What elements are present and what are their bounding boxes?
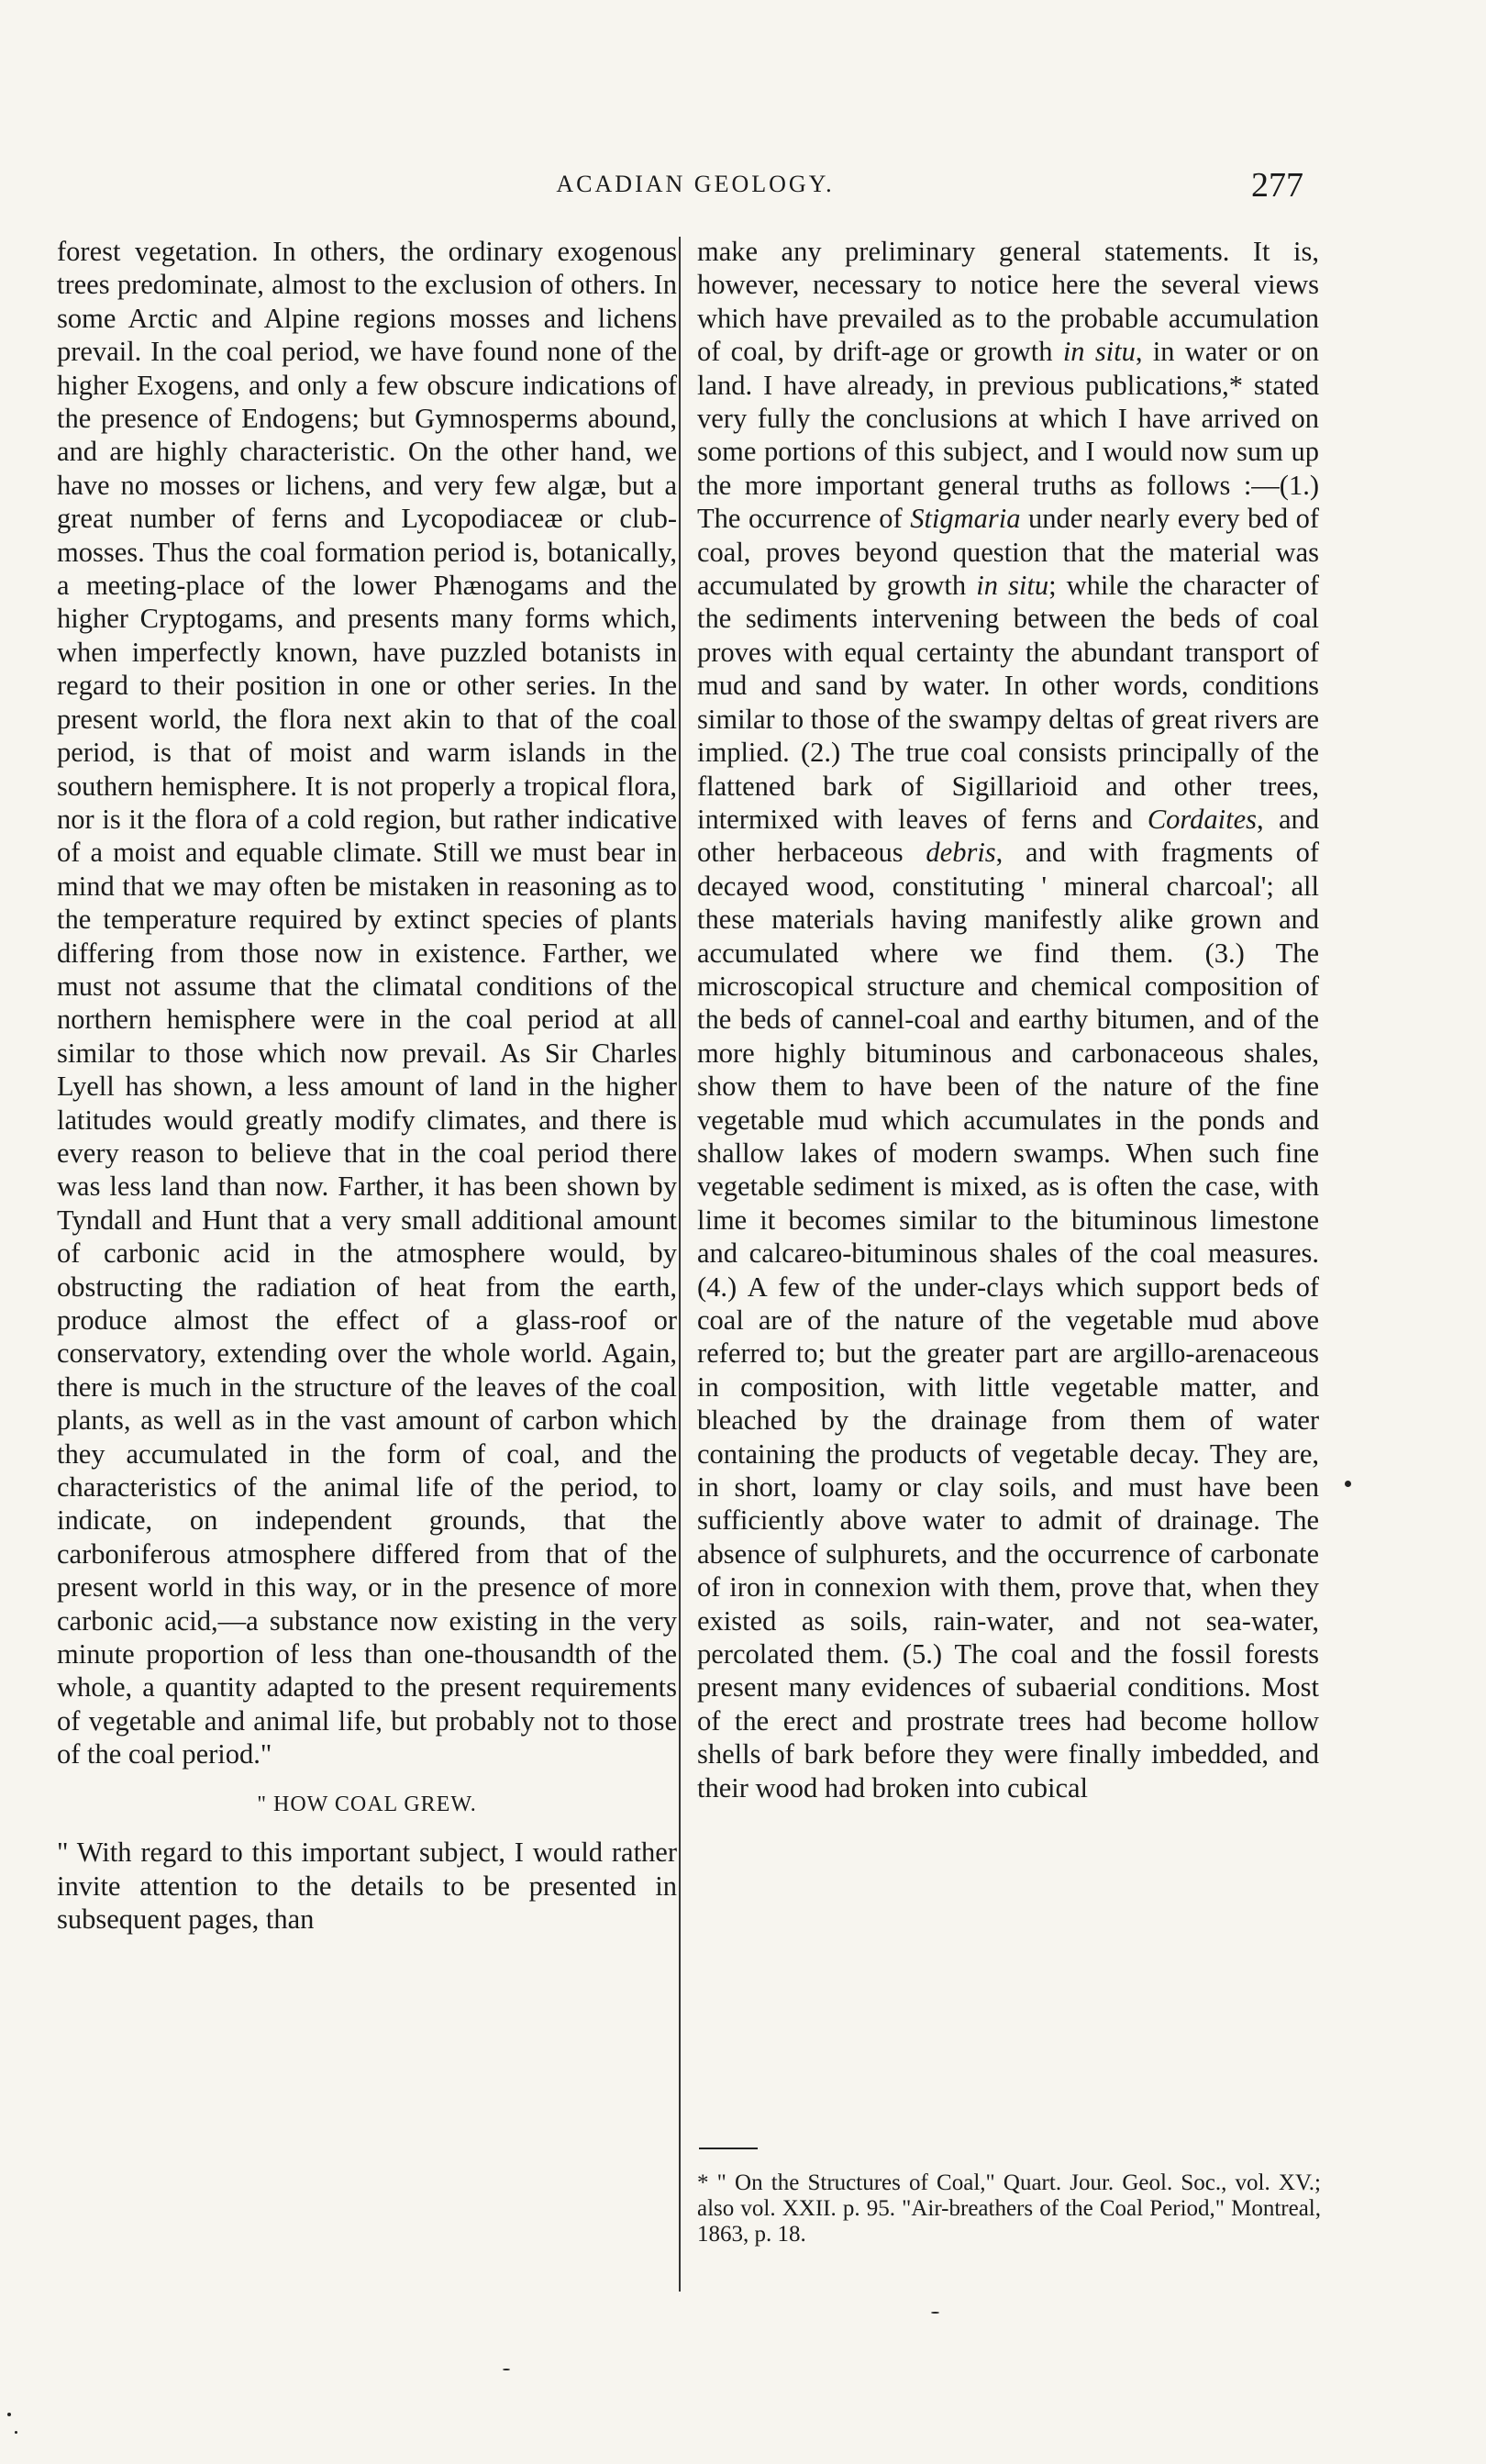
text-segment: , in water or on land. I have already, in previous publications,* stated very fully the conclusions at which I have arrived on some portions of this subject, and I would now sum up the more important general truths as follows :—(1.) The occurrence of	[697, 336, 1319, 535]
text-segment: ; while the character of the sediments intervening between the beds of coal proves with equal certainty the abundant transport of mud and sand by water. In other words, conditions similar to those of the swampy deltas of great rivers are implied. (2.) The true coal consists principally of the flattened bark of Sigillarioid and other trees, intermixed with leaves of ferns and	[697, 570, 1319, 835]
italic-term: in situ	[1062, 336, 1136, 368]
ink-speck	[1345, 1481, 1351, 1487]
right-column	[697, 235, 1319, 1804]
running-head: ACADIAN GEOLOGY.	[556, 171, 835, 197]
ink-speck	[15, 2431, 17, 2434]
text-segment: , and other herbaceous	[697, 803, 1319, 869]
ink-speck	[931, 2312, 939, 2314]
left-column	[57, 235, 677, 1936]
page-number: 277	[1251, 166, 1303, 205]
page-header	[0, 166, 1486, 207]
text-segment: make any preliminary general statements. It is, however, necessary to notice here the several views which have prevailed as to the probable accumulation of coal, by drift-age or growth	[697, 236, 1319, 368]
footnote-rule	[699, 2148, 758, 2149]
italic-term: Cordaites	[1147, 803, 1258, 835]
italic-term: debris	[926, 837, 996, 869]
ink-speck	[7, 2413, 11, 2416]
left-paragraph-1: forest vegetation. In others, the ordinary exogenous trees predominate, almost to the exclusion of others. In some Arctic and Alpine regions mosses and lichens prevail. In the coal period, we have found none of the higher Exogens, and only a few obscure indications of the presence of Endogens; but Gymnosperms abound, and are highly characteristic. On the other hand, we have no mosses or lichens, and very few algæ, but a great number of ferns and Lycopodiaceæ or club-mosses. Thus the coal formation period is, botanically, a meeting-place of the lower Phænogams and the higher Cryptogams, and presents many forms which, when imperfectly known, have puzzled botanists in regard to their position in one or other series. In the present world, the flora next akin to that of the coal period, is that of moist and warm islands in the southern hemisphere. It is not properly a tropical flora, nor is it the flora of a cold region, but rather indicative of a moist and equable climate. Still we must bear in mind that we may often be mistaken in reasoning as to the temperature required by extinct species of plants differing from those now in existence. Farther, we must not assume that the climatal conditions of the northern hemisphere were in the coal period at all similar to those which now prevail. As Sir Charles Lyell has shown, a less amount of land in the higher latitudes would greatly modify climates, and there is every reason to believe that in the coal period there was less land than now. Farther, it has been shown by Tyndall and Hunt that a very small additional amount of carbonic acid in the atmosphere would, by obstructing the radiation of heat from the earth, produce almost the effect of a glass-roof or conservatory, extending over the whole world. Again, there is much in the structure of the leaves of the coal plants, as well as in the vast amount of carbon which they accumulated in the form of coal, and the characteristics of the animal life of the period, to indicate, on independent grounds, that the carboniferous atmosphere differed from that of the present world in this way, or in the presence of more carbonic acid,—a substance now existing in the very minute proportion of less than one-thousandth of the whole, a quantity adapted to the present requirements of vegetable and animal life, but probably not to those of the coal period."	[57, 236, 677, 1770]
italic-term: in situ	[976, 570, 1049, 602]
right-paragraph-1	[697, 235, 1319, 1804]
ink-speck	[503, 2369, 510, 2370]
italic-term: Stigmaria	[910, 503, 1021, 535]
section-heading: " HOW COAL GREW.	[257, 1792, 477, 1816]
left-paragraph-2: " With regard to this important subject, I would rather invite attention to the details to be presented in subsequent pages, than	[57, 1837, 677, 1935]
text-segment: , and with fragments of decayed wood, constituting ' mineral charcoal'; all these materials having manifestly alike grown and accumulated where we find them. (3.) The microscopical structure and chemical composition of the beds of cannel-coal and earthy bitumen, and of the more highly bituminous and carbonaceous shales, show them to have been of the nature of the fine vegetable mud which accumulates in the ponds and shallow lakes of modern swamps. When such fine vegetable sediment is mixed, as is often the case, with lime it becomes similar to the bituminous limestone and calcareo-bituminous shales of the coal measures. (4.) A few of the under-clays which support beds of coal are of the nature of the vegetable mud above referred to; but the greater part are argillo-arenaceous in composition, with little vegetable matter, and bleached by the drainage from them of water containing the products of vegetable decay. They are, in short, loamy or clay soils, and must have been sufficiently above water to admit of drainage. The absence of sulphurets, and the occurrence of carbonate of iron in connexion with them, prove that, when they existed as soils, rain-water, and not sea-water, percolated them. (5.) The coal and the fossil forests present many evidences of subaerial conditions. Most of the erect and prostrate trees had become hollow shells of bark before they were finally imbedded, and their wood had broken into cubical	[697, 837, 1320, 1804]
column-divider	[679, 237, 681, 2292]
text-segment: under nearly every bed of coal, proves beyond question that the material was accumulated by growth	[697, 503, 1320, 602]
footnote: * " On the Structures of Coal," Quart. Jour. Geol. Soc., vol. XV.; also vol. XXII. p. 95. "Air-breathers of the Coal Period," Montreal, 1863, p. 18.	[697, 2170, 1321, 2247]
